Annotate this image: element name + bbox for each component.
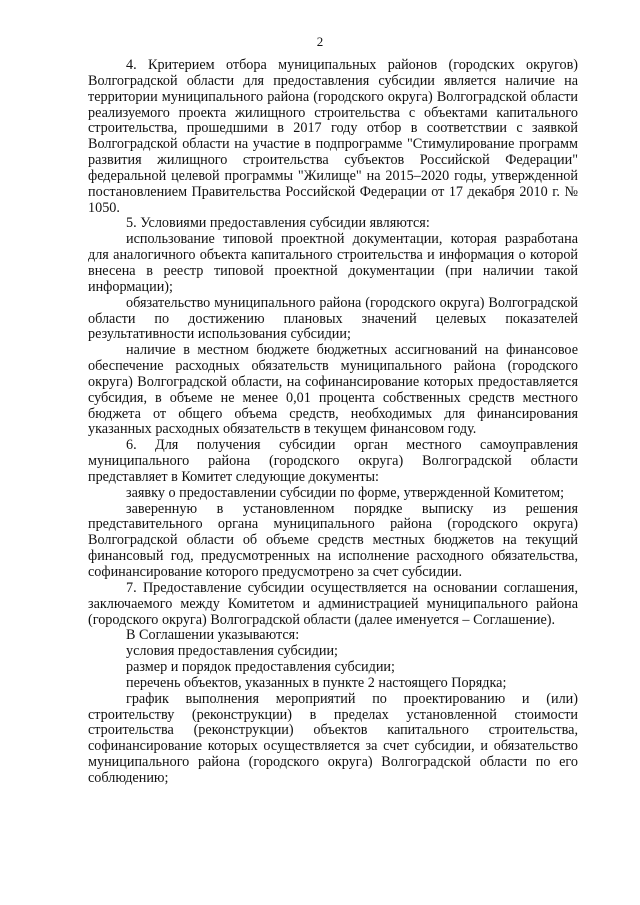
paragraph-document-extract: заверенную в установленном порядке выписку из решения представительного органа муниципального района (городского округа) Волгоградской области об объеме средств местных бюджетов на текущий финансовый год, предусмотренных на исполнение расходного обязательства, софинансирование которого предусмотрено за счет субсидии.	[88, 500, 578, 580]
paragraph-document-application: заявку о предоставлении субсидии по форме, утвержденной Комитетом;	[126, 484, 565, 501]
paragraph-documents-heading: 6. Для получения субсидии орган местного самоуправления муниципального района (городского округа) Волгоградской области представляет в Комитет следующие документы:	[88, 437, 578, 485]
paragraph-agreement-objects: перечень объектов, указанных в пункте 2 настоящего Порядка;	[126, 674, 507, 691]
paragraph-condition-obligation: обязательство муниципального района (городского округа) Волгоградской области по достижению плановых значений целевых показателей результативности использования субсидии;	[88, 294, 578, 343]
paragraph-agreement-amount: размер и порядок предоставления субсидии;	[126, 659, 395, 676]
paragraph-agreement-conditions: условия предоставления субсидии;	[126, 643, 338, 660]
page-number: 2	[316, 34, 324, 49]
document-body	[88, 58, 578, 787]
paragraph-agreement-contents-heading: В Соглашении указываются:	[126, 627, 300, 644]
paragraph-agreement-schedule: график выполнения мероприятий по проектированию и (или) строительству (реконструкции) в пределах установленной стоимости строительства (реконструкции) объектов капитального строительства, софинансирование которых осуществляется за счет субсидии, и обязательство муниципального района (городского округа) Волгоградской области по его соблюдению;	[88, 690, 578, 786]
paragraph-criteria: 4. Критерием отбора муниципальных районов (городских округов) Волгоградской области для предоставления субсидии является наличие на территории муниципального района (городского округа) Волгоградской области реализуемого проекта жилищного строительства с объектами капитального строительства, прошедшими в 2017 году отбор в соответствии с заявкой Волгоградской области на участие в подпрограмме "Стимулирование программ развития жилищного строительства субъектов Российской Федерации" федеральной целевой программы "Жилище" на 2015–2020 годы, утвержденной постановлением Правительства Российской Федерации от 17 декабря 2010 г. № 1050.	[88, 57, 578, 216]
paragraph-agreement: 7. Предоставление субсидии осуществляется на основании соглашения, заключаемого между Комитетом и администрацией муниципального района (городского округа) Волгоградской области (далее именуется – Соглашение).	[88, 579, 578, 628]
paragraph-condition-typical-documentation: использование типовой проектной документации, которая разработана для аналогичного объекта капитального строительства и информация о которой внесена в реестр типовой проектной документации (при наличии такой информации);	[88, 231, 578, 295]
paragraph-condition-budget-allocation: наличие в местном бюджете бюджетных ассигнований на финансовое обеспечение расходных обязательств муниципального района (городского округа) Волгоградской области, на софинансирование которых предоставляется субсидия, в объеме не менее 0,01 процента собственных средств местного бюджета от общего объема средств, необходимых для финансирования указанных расходных обязательств в текущем финансовом году.	[88, 342, 578, 438]
paragraph-conditions-heading: 5. Условиями предоставления субсидии являются:	[126, 215, 430, 232]
